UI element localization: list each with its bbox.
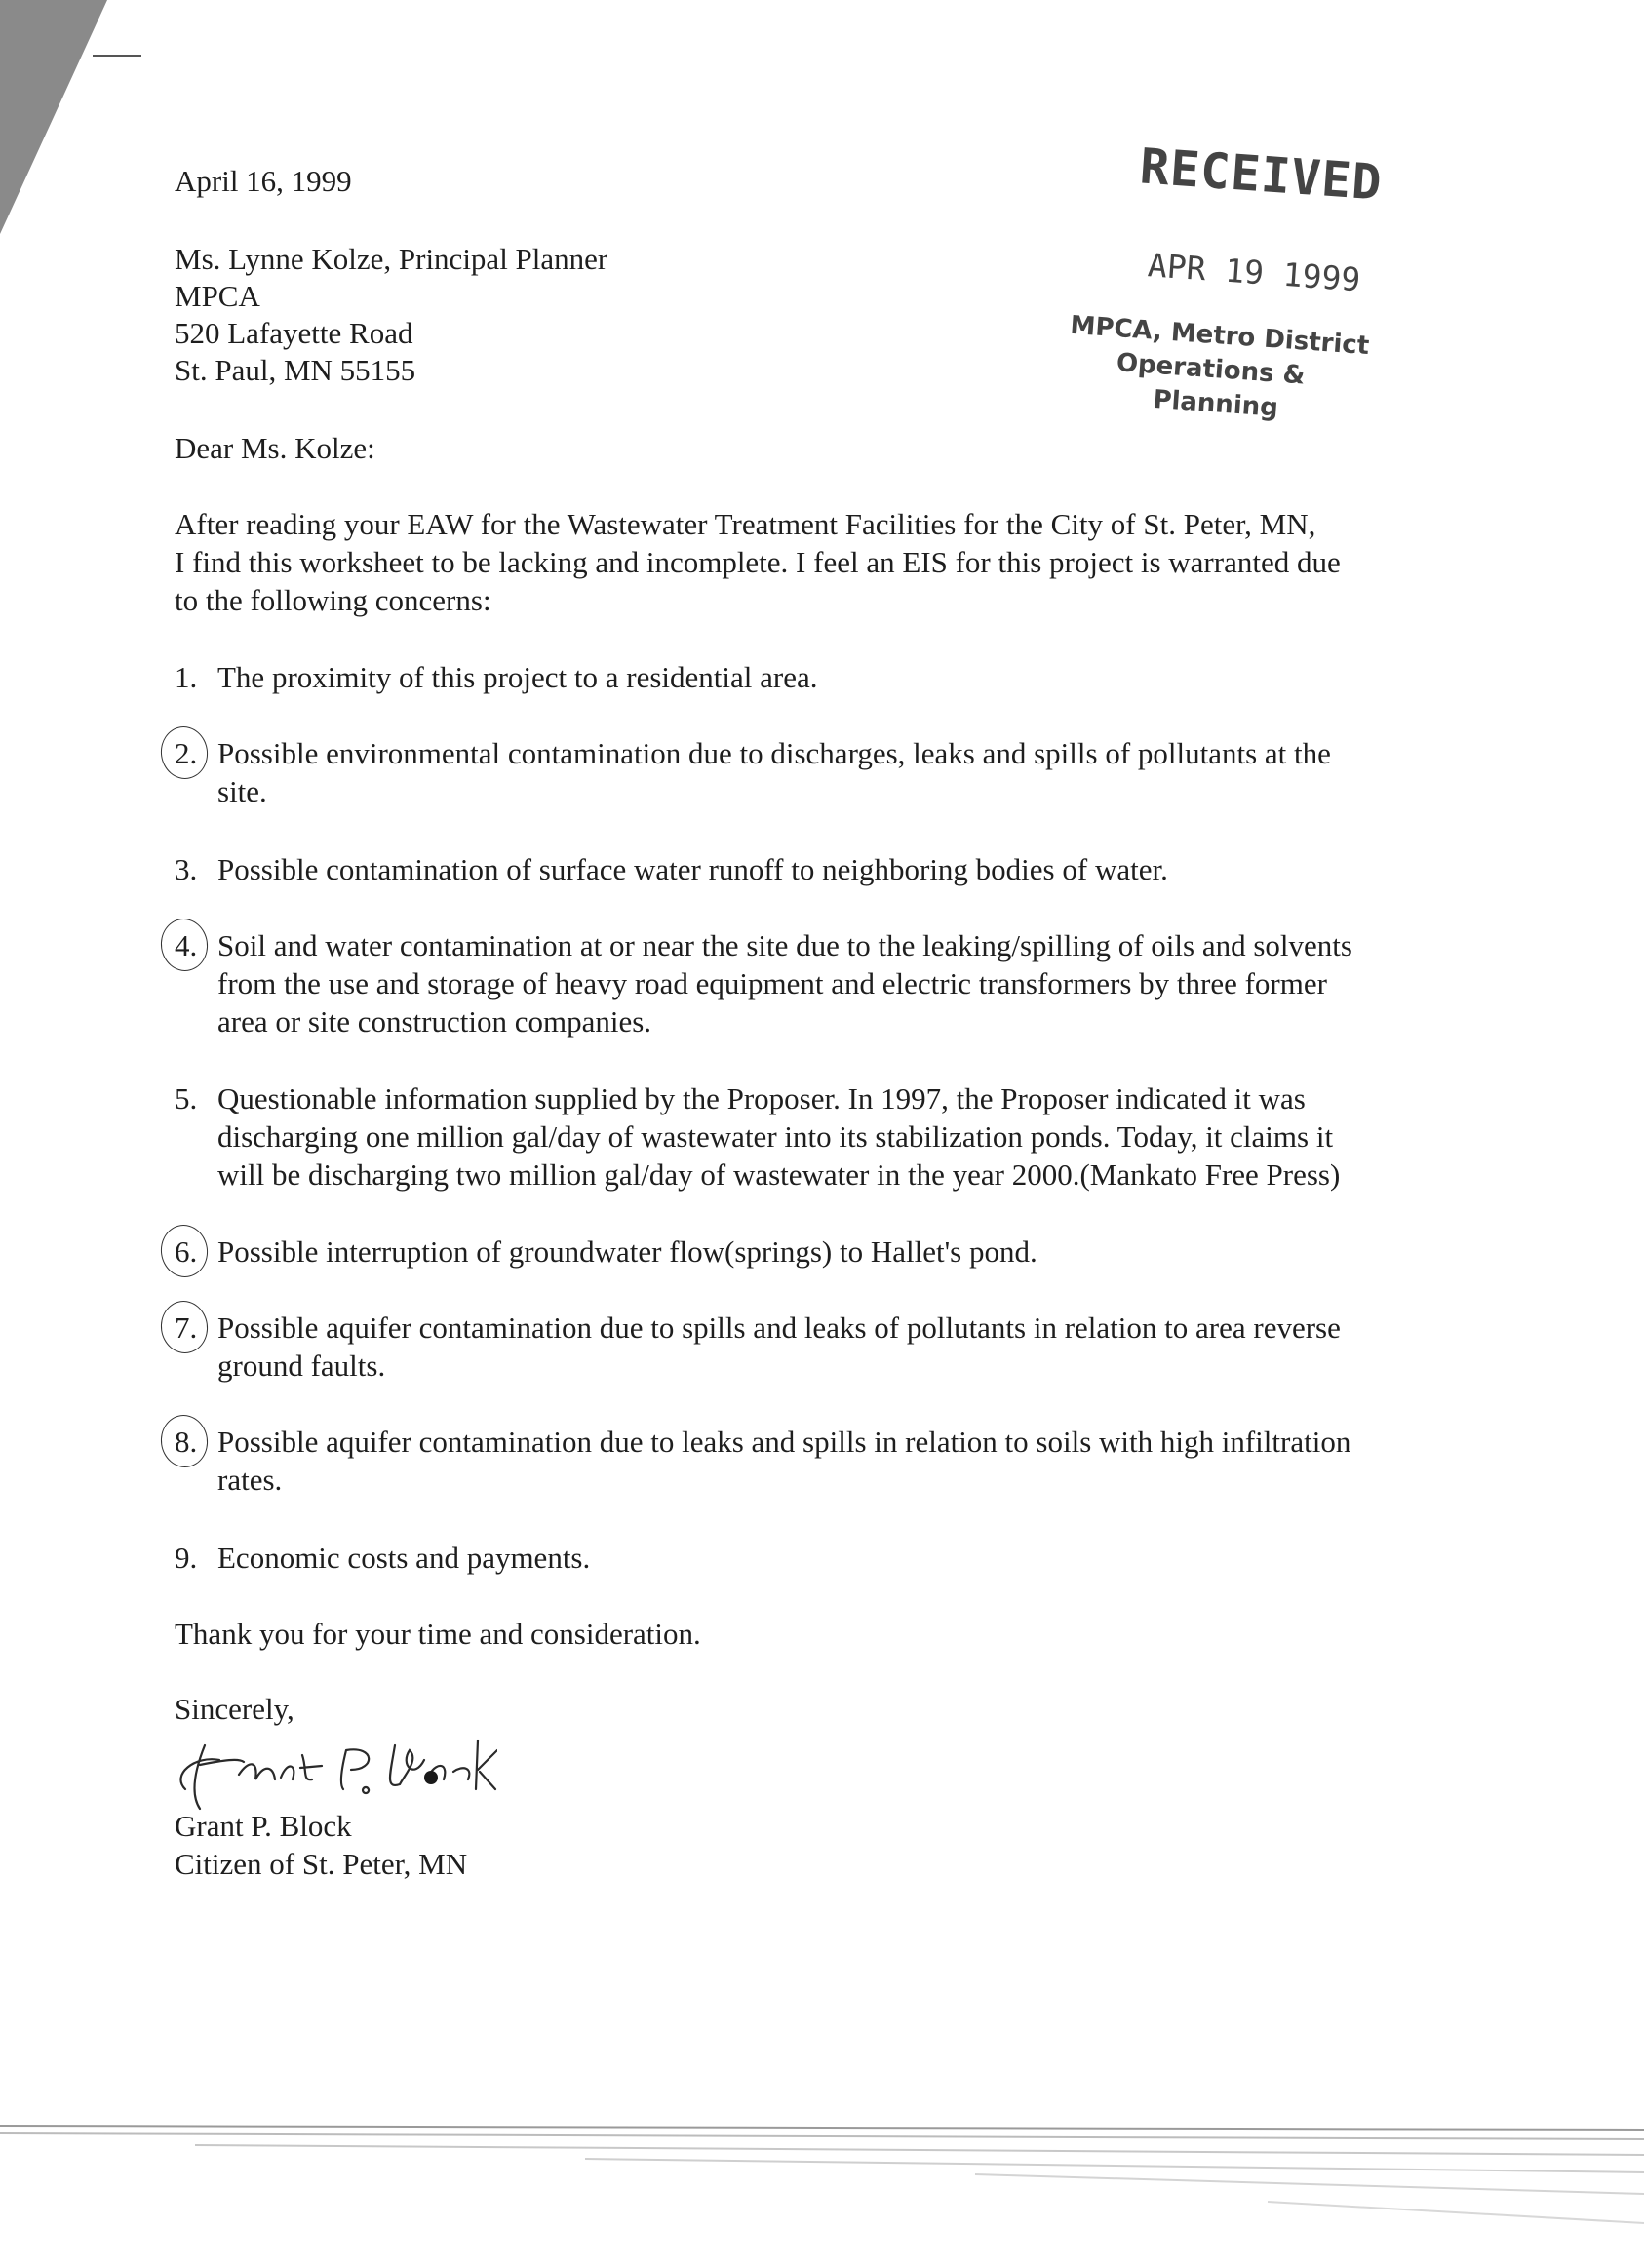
concern-line: Questionable information supplied by the Proposer. In 1997, the Proposer indicated it was [217,1081,1306,1115]
concern-line: Soil and water contamination at or near the site due to the leaking/spilling of oils and solvents [217,928,1352,962]
scan-corner-shadow [0,0,107,234]
concern-line: Possible contamination of surface water runoff to neighboring bodies of water. [217,852,1168,886]
concern-line: rates. [217,1463,283,1497]
concern-line: site. [217,774,267,808]
salutation: Dear Ms. Kolze: [175,431,375,465]
stamp-line: MPCA, Metro District [1069,310,1371,362]
intro-line: to the following concerns: [175,583,491,617]
signer-name: Grant P. Block [175,1809,352,1843]
concern-line: ground faults. [217,1349,386,1383]
concern-number: 6. [175,1234,198,1269]
recipient-street: 520 Lafayette Road [175,316,413,350]
signer-title: Citizen of St. Peter, MN [175,1847,468,1881]
thanks-line: Thank you for your time and consideration. [175,1617,701,1651]
concern-line: Possible environmental contamination due to discharges, leaks and spills of pollutants at the [217,736,1331,770]
concern-text [217,658,818,696]
concern-line: from the use and storage of heavy road equipment and electric transformers by three former [217,966,1327,1000]
recipient-city: St. Paul, MN 55155 [175,353,416,387]
concern-number: 7. [175,1310,198,1345]
recipient-address [175,240,607,388]
letter-date: April 16, 1999 [175,164,352,198]
concern-line: Possible aquifer contamination due to leaks and spills in relation to soils with high infiltration [217,1425,1351,1459]
concern-text [217,926,1352,1040]
stamp-line: Planning [1152,384,1279,423]
concern-number: 1. [175,660,198,694]
concern-line: Economic costs and payments. [217,1541,591,1575]
intro-paragraph [175,505,1341,619]
concern-number: 5. [175,1081,198,1115]
concern-line: will be discharging two million gal/day of wastewater in the year 2000.(Mankato Free Press) [217,1157,1341,1192]
concern-line: Possible interruption of groundwater flow(springs) to Hallet's pond. [217,1234,1037,1269]
recipient-org: MPCA [175,279,260,313]
closing: Sincerely, [175,1692,294,1726]
handwritten-signature [166,1721,497,1814]
stamp-line: Operations & [1115,348,1307,391]
concern-text [217,1079,1340,1193]
concern-text [217,734,1331,810]
concern-number: 3. [175,852,198,886]
concern-number: 9. [175,1541,198,1575]
concern-line: area or site construction companies. [217,1004,652,1038]
stamp-heading: RECEIVED [1138,137,1385,212]
concern-text [217,1539,590,1577]
intro-line: I find this worksheet to be lacking and incomplete. I feel an EIS for this project is warranted due [175,545,1341,579]
concern-text [217,1423,1350,1499]
concern-text [217,1309,1341,1385]
concern-number: 2. [175,736,198,770]
concern-line: discharging one million gal/day of wastewater into its stabilization ponds. Today, it claims it [217,1119,1334,1154]
concern-text [217,850,1168,888]
concern-line: The proximity of this project to a residential area. [217,660,818,694]
intro-line: After reading your EAW for the Wastewater Treatment Facilities for the City of St. Peter, MN, [175,507,1316,541]
concern-text [217,1232,1037,1271]
concern-line: Possible aquifer contamination due to spills and leaks of pollutants in relation to area reverse [217,1310,1341,1345]
recipient-name: Ms. Lynne Kolze, Principal Planner [175,242,608,276]
received-stamp [1042,125,1415,470]
scan-mark [93,55,141,57]
stamp-date: APR 19 1999 [1146,246,1362,299]
concern-number: 8. [175,1425,198,1459]
concern-number: 4. [175,928,198,962]
stacked-page-edges [0,2116,1644,2268]
